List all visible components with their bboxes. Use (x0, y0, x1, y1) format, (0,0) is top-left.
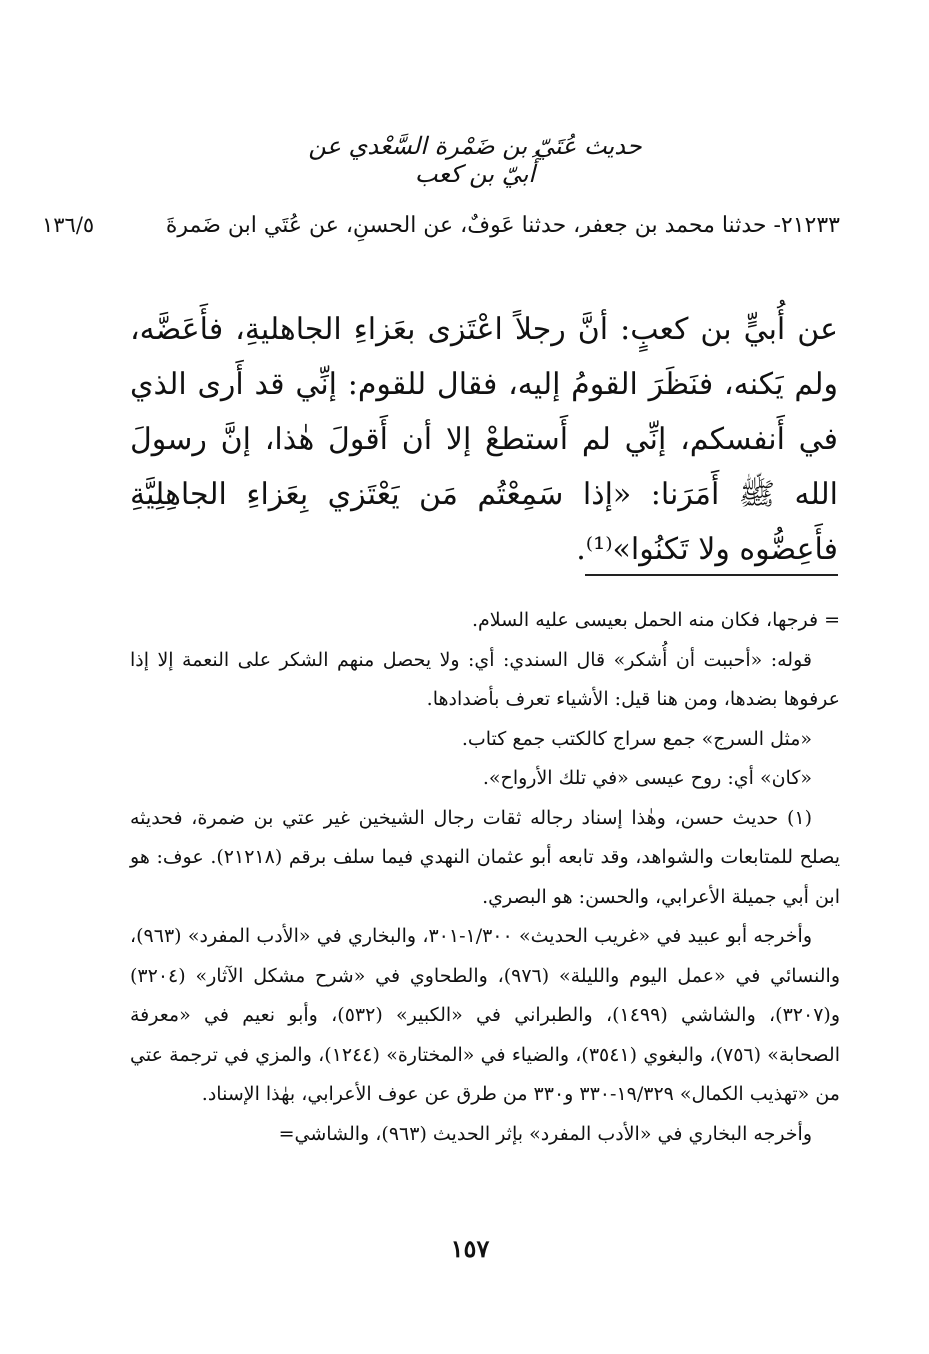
footnote-paragraph: (١) حديث حسن، وهٰذا إسناد رجاله ثقات رجال الشيخين غير عتي بن ضمرة، فحديثه يصلح للمتابعات والشواهد، وقد تابعه أبو عثمان النهدي فيما سلف برقم (٢١٢١٨). عوف: هو ابن أبي جميلة الأعرابي، والحسن: هو البصري. (130, 806, 840, 908)
footnote-paragraph: «كان» أي: روح عيسى «في تلك الأرواح». (482, 767, 812, 789)
volume-page-reference: ١٣٦/٥ (42, 213, 95, 237)
footnote-paragraph: قوله: «أحببت أن أُشكر» قال السندي: أي: ولا يحصل منهم الشكر على النعمة إلا إذا عرفوها بضدها، ومن هنا قيل: الأشياء تعرف بأضدادها. (130, 648, 840, 710)
page-number: ١٥٧ (450, 1234, 490, 1263)
footnote-paragraph: وأخرجه أبو عبيد في «غريب الحديث» ١/٣٠٠-٣٠١، والبخاري في «الأدب المفرد» (٩٦٣)، والنسائي في «عمل اليوم والليلة» (٩٧٦)، والطحاوي في «شرح مشكل الآثار» (٣٢٠٤) و(٣٢٠٧)، والشاشي (١٤٩٩)، والطبراني في «الكبير» (٥٣٢)، وأبو نعيم في «معرفة الصحابة» (٧٥٦)، والبغوي (٣٥٤١)، والضياء في «المختارة» (١٢٤٤)، والمزي في ترجمة عتي من «تهذيب الكمال» ١٩/٣٢٩-٣٣٠ و٣٣٠ من طرق عن عوف الأعرابي، بهٰذا الإسناد. (130, 925, 841, 1105)
footnote-paragraph: «مثل السرج» جمع سراج كالكتب جمع كتاب. (461, 727, 812, 750)
hadith-matn: عن أُبيٍّ بن كعبٍ: أنَّ رجلاً اعْتَزى بعَزاءِ الجاهليةِ، فأَعَضَّه، ولم يَكنه، فنَظَرَ القومُ إليه، فقال للقوم: إنِّي قد أَرى الذي في أَنفسكم، إنِّي لم أَستطعْ إلا أن أَقولَ هٰذا، إنَّ رسولَ الله ﷺ أَمَرَنا: «إذا سَمِعْتُم مَن يَعْتَزي بِعَزاءِ الجاهِلِيَّةِ فأَعِضُّوه ولا تَكنُوا»⁽¹⁾. (130, 312, 838, 567)
footnote-separator (585, 574, 838, 576)
footnotes-section (130, 601, 840, 1154)
footnote-paragraph: = فرجها، فكان منه الحمل بعيسى عليه السلام. (472, 609, 840, 631)
hadith-isnad: ٢١٢٣٣- حدثنا محمد بن جعفر، حدثنا عَوفٌ، عن الحسنِ، عن عُتَي ابن ضَمرةَ (165, 213, 840, 238)
running-header-title: حديث عُتَيّ بن ضَمْرة السَّعْدي عن أُبيّ بن كعب (308, 132, 642, 188)
footnote-paragraph: وأخرجه البخاري في «الأدب المفرد» بإثر الحديث (٩٦٣)، والشاشي= (278, 1122, 812, 1145)
